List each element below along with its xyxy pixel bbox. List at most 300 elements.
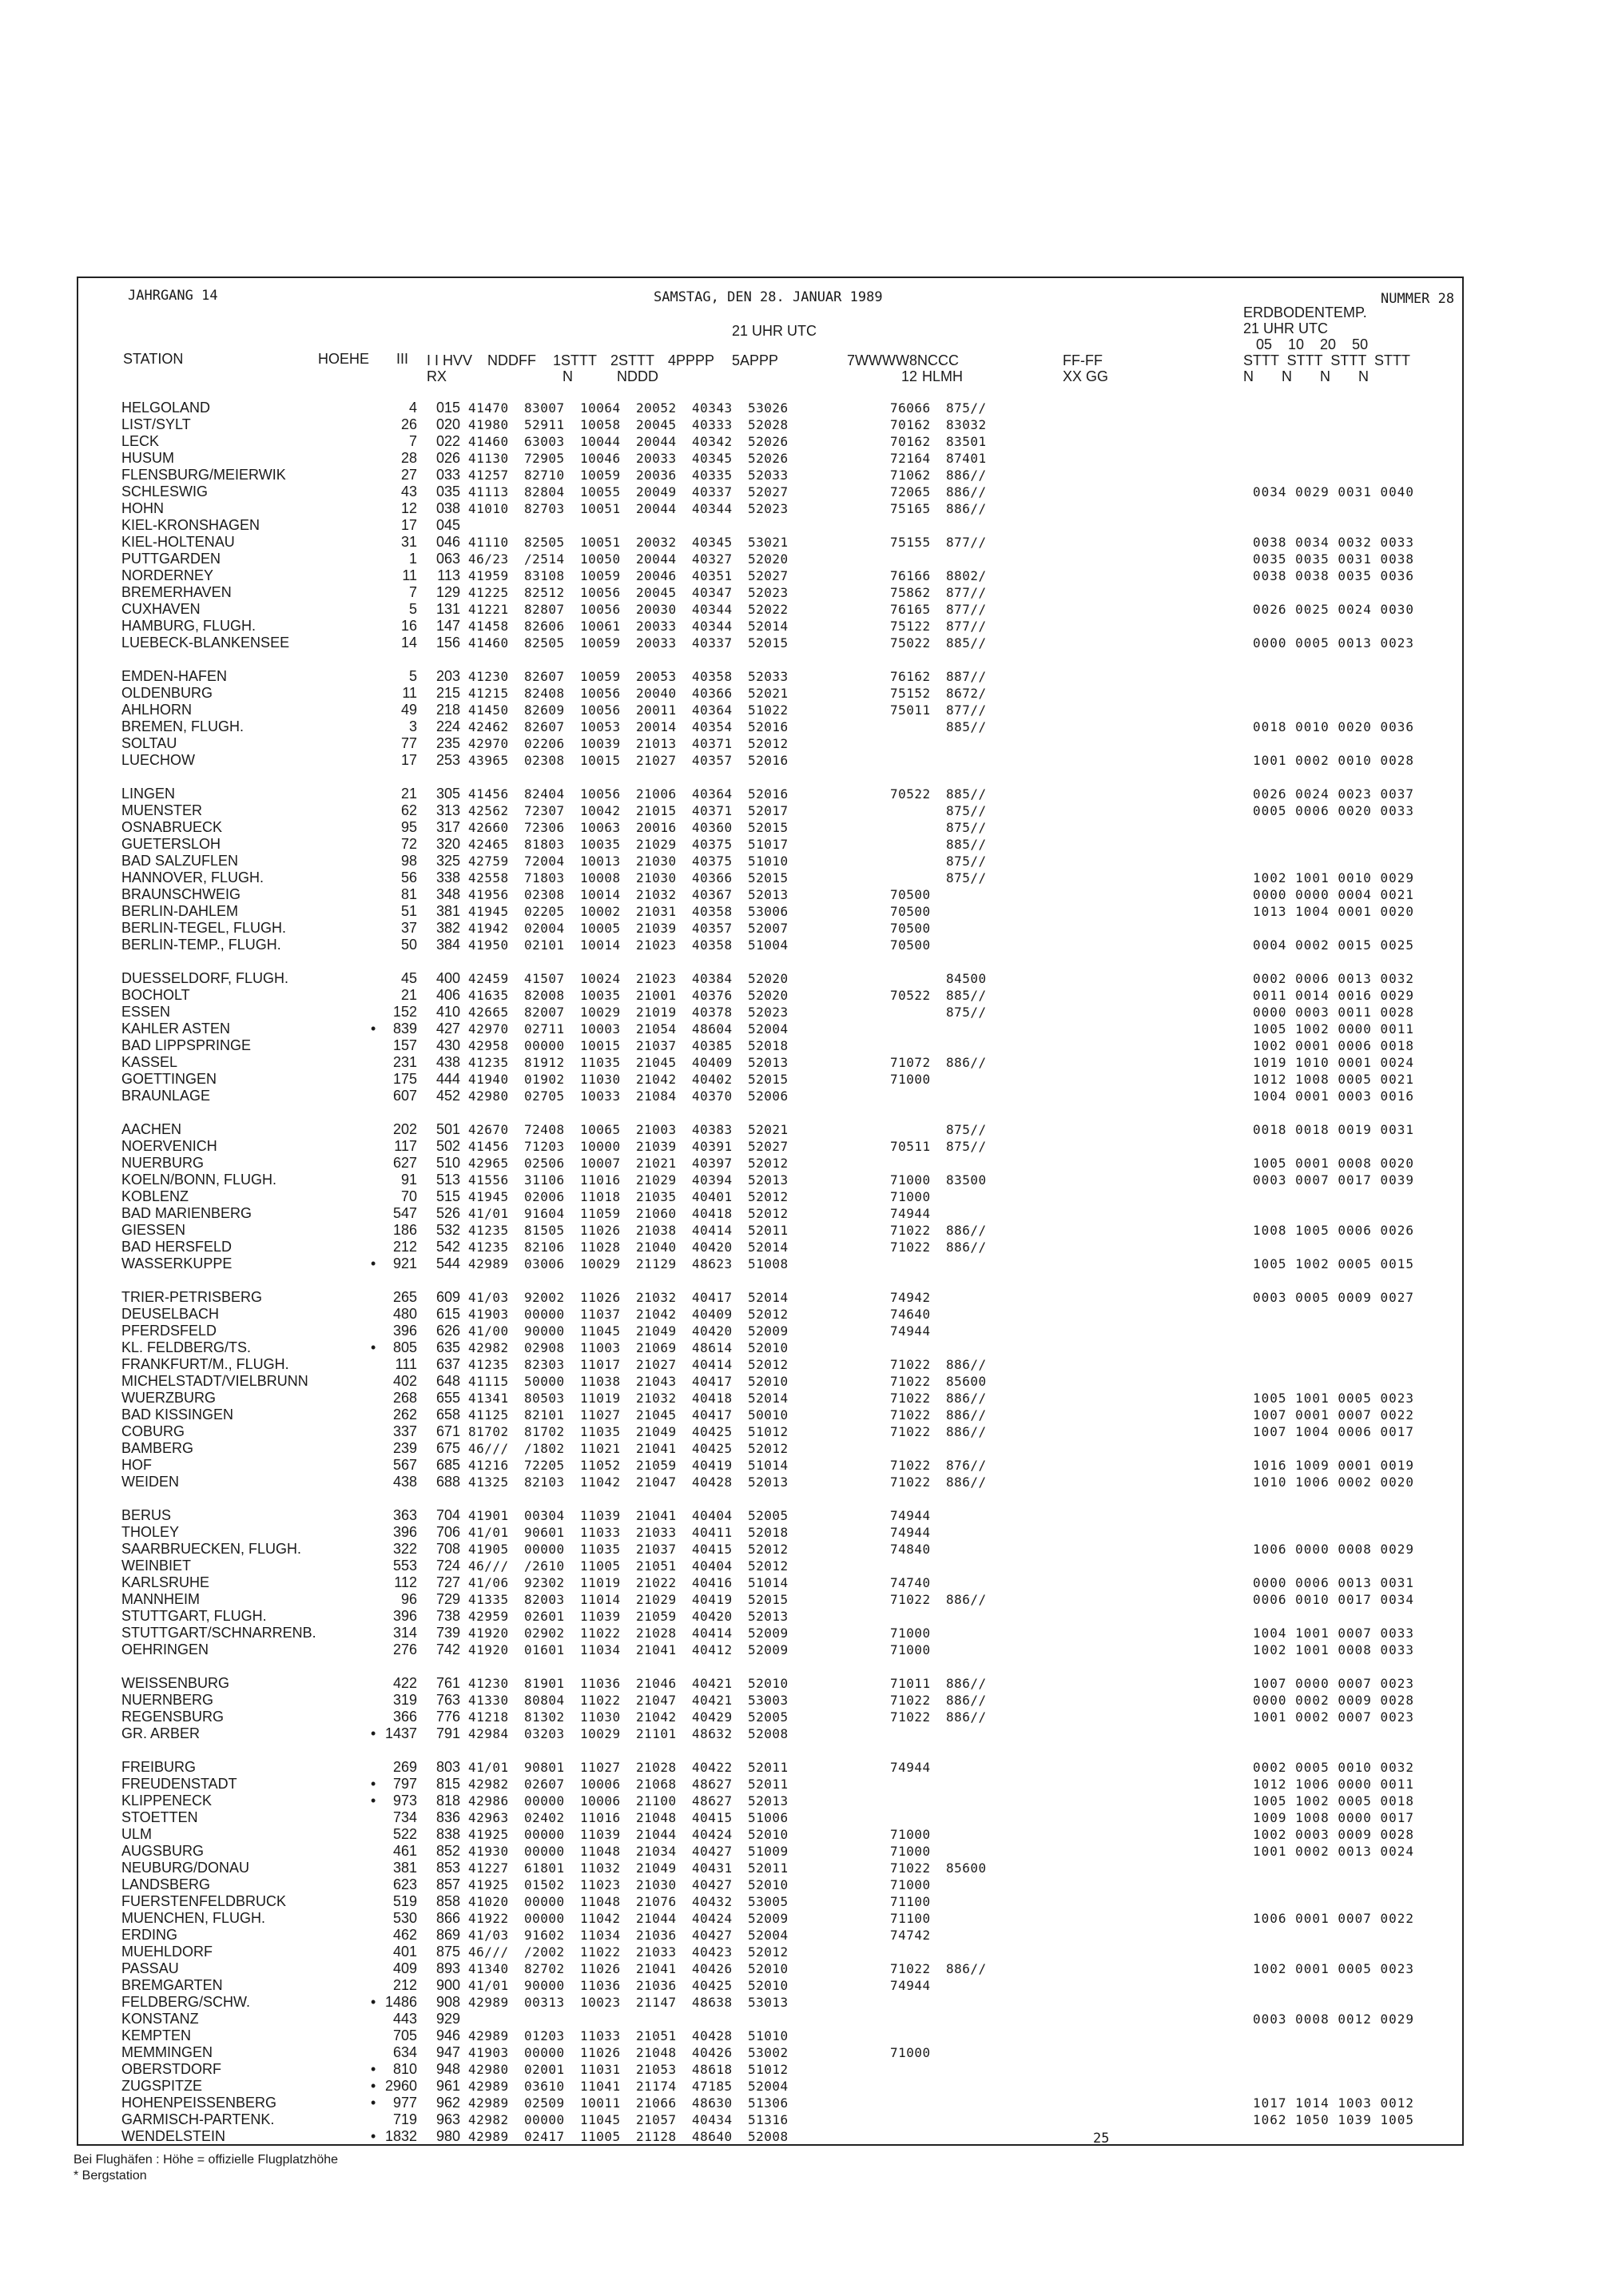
mountain-station-marker: •	[371, 2095, 376, 2111]
group-iihvv: 42462	[468, 719, 509, 734]
group-5appp: 52021	[748, 686, 789, 701]
station-name: MUENSTER	[121, 802, 203, 818]
station-height: 547	[392, 1205, 417, 1221]
group-iihvv: 41905	[468, 1542, 509, 1557]
station-name: KARLSRUHE	[121, 1574, 210, 1590]
table-row	[121, 1977, 1448, 1994]
soil-temperature: 0002 0005 0010 0032	[1253, 1760, 1415, 1775]
group-iihvv: 41125	[468, 1407, 509, 1423]
group-5appp: 52033	[748, 669, 789, 684]
group-1sttt: 10058	[580, 417, 621, 432]
station-height: 50	[400, 937, 417, 953]
mountain-station-marker: •	[371, 2061, 376, 2077]
group-4pppp: 40418	[692, 1206, 733, 1221]
group-8nccc: 886//	[946, 1357, 987, 1372]
station-name: ERDING	[121, 1927, 178, 1943]
col-iihvv-sub: RX	[427, 368, 447, 384]
group-nddff: 82702	[524, 1961, 565, 1976]
group-1sttt: 11048	[580, 1844, 621, 1859]
group-1sttt: 10014	[580, 937, 621, 953]
station-name: GR. ARBER	[121, 1725, 201, 1741]
group-iihvv: 41920	[468, 1642, 509, 1657]
group-2sttt: 21051	[636, 2028, 677, 2043]
station-group	[121, 668, 1448, 769]
group-5appp: 52021	[748, 1122, 789, 1137]
group-iihvv: 41235	[468, 1055, 509, 1070]
group-4pppp: 48632	[692, 1726, 733, 1741]
table-row	[121, 853, 1448, 869]
table-row	[121, 886, 1448, 903]
group-7wwww: 76166	[890, 568, 931, 583]
station-height: 567	[392, 1457, 417, 1473]
station-index: 609	[435, 1289, 460, 1305]
table-row	[121, 601, 1448, 618]
group-nddff: 03203	[524, 1726, 565, 1741]
group-8nccc: 83501	[946, 434, 987, 449]
group-iihvv: 41470	[468, 400, 509, 416]
group-iihvv: 41950	[468, 937, 509, 953]
group-nddff: 82505	[524, 535, 565, 550]
group-nddff: 72306	[524, 820, 565, 835]
group-5appp: 52010	[748, 1827, 789, 1842]
group-1sttt: 10050	[580, 551, 621, 567]
group-4pppp: 40434	[692, 2112, 733, 2127]
group-iihvv: 41980	[468, 417, 509, 432]
group-5appp: 52018	[748, 1525, 789, 1540]
group-2sttt: 20044	[636, 551, 677, 567]
station-index: 655	[435, 1390, 460, 1406]
group-1sttt: 10024	[580, 971, 621, 986]
group-5appp: 52005	[748, 1508, 789, 1523]
group-iihvv: 41920	[468, 1626, 509, 1641]
group-nddff: 02417	[524, 2129, 565, 2144]
group-5appp: 51004	[748, 937, 789, 953]
group-4pppp: 40427	[692, 1877, 733, 1892]
group-nddff: 00000	[524, 2112, 565, 2127]
station-index: 675	[435, 1440, 460, 1456]
group-iihvv: 42982	[468, 1340, 509, 1355]
group-nddff: 81302	[524, 1709, 565, 1725]
station-name: SOLTAU	[121, 735, 177, 751]
group-7wwww: 71022	[890, 1424, 931, 1439]
station-height: 553	[392, 1558, 417, 1574]
group-2sttt: 21029	[636, 1172, 677, 1188]
group-iihvv: 42963	[468, 1810, 509, 1825]
group-8nccc: 875//	[946, 820, 987, 835]
station-name: PASSAU	[121, 1960, 179, 1976]
table-row	[121, 1172, 1448, 1188]
group-7wwww: 75011	[890, 702, 931, 718]
group-nddff: 92002	[524, 1290, 565, 1305]
group-nddff: 82103	[524, 1474, 565, 1490]
station-group	[121, 1507, 1448, 1658]
group-2sttt: 21041	[636, 1961, 677, 1976]
group-nddff: 02607	[524, 1777, 565, 1792]
group-2sttt: 20045	[636, 585, 677, 600]
station-name: BREMERHAVEN	[121, 584, 232, 600]
group-1sttt: 11036	[580, 1676, 621, 1691]
station-index: 022	[435, 433, 460, 449]
station-index: 635	[435, 1339, 460, 1355]
group-nddff: 02506	[524, 1156, 565, 1171]
group-2sttt: 21015	[636, 803, 677, 818]
group-5appp: 52010	[748, 1340, 789, 1355]
group-8nccc: 886//	[946, 1961, 987, 1976]
group-nddff: 41507	[524, 971, 565, 986]
group-nddff: 02308	[524, 887, 565, 902]
station-name: KEMPTEN	[121, 2027, 192, 2043]
group-5appp: 53026	[748, 400, 789, 416]
station-name: BERLIN-TEMP., FLUGH.	[121, 937, 281, 953]
group-nddff: 82804	[524, 484, 565, 499]
group-1sttt: 11021	[580, 1441, 621, 1456]
group-nddff: 02004	[524, 921, 565, 936]
station-index: 626	[435, 1323, 460, 1339]
footnote-airports: Bei Flughäfen : Höhe = offizielle Flugplatzhöhe	[74, 2153, 339, 2167]
group-1sttt: 10056	[580, 786, 621, 802]
group-nddff: 02601	[524, 1609, 565, 1624]
soil-temperature: 1002 0003 0009 0028	[1253, 1827, 1415, 1842]
group-5appp: 52015	[748, 1592, 789, 1607]
table-row	[121, 1054, 1448, 1071]
group-2sttt: 21003	[636, 1122, 677, 1137]
station-height: 157	[392, 1037, 417, 1053]
soil-temperature: 0035 0035 0031 0038	[1253, 551, 1415, 567]
soil-temperature: 1008 1005 0006 0026	[1253, 1223, 1415, 1238]
station-name: MICHELSTADT/VIELBRUNN	[121, 1373, 308, 1389]
station-name: WEISSENBURG	[121, 1675, 230, 1691]
group-2sttt: 21042	[636, 1709, 677, 1725]
station-name: PUTTGARDEN	[121, 551, 221, 567]
group-2sttt: 21027	[636, 753, 677, 768]
group-1sttt: 10039	[580, 736, 621, 751]
table-row	[121, 1188, 1448, 1205]
group-4pppp: 40367	[692, 887, 733, 902]
group-8nccc: 886//	[946, 1407, 987, 1423]
group-2sttt: 21048	[636, 1810, 677, 1825]
group-iihvv: 41257	[468, 468, 509, 483]
group-1sttt: 10046	[580, 451, 621, 466]
group-2sttt: 21039	[636, 921, 677, 936]
station-index: 948	[435, 2061, 460, 2077]
station-index: 637	[435, 1356, 460, 1372]
group-4pppp: 40429	[692, 1709, 733, 1725]
group-2sttt: 21045	[636, 1055, 677, 1070]
group-2sttt: 21068	[636, 1777, 677, 1792]
group-2sttt: 21028	[636, 1760, 677, 1775]
group-5appp: 52016	[748, 753, 789, 768]
group-5appp: 52026	[748, 451, 789, 466]
table-row	[121, 1641, 1448, 1658]
station-height: 530	[392, 1910, 417, 1926]
station-name: FLENSBURG/MEIERWIK	[121, 467, 286, 483]
group-5appp: 53002	[748, 2045, 789, 2060]
group-iihvv: 42980	[468, 1088, 509, 1104]
group-iihvv: 42660	[468, 820, 509, 835]
group-8nccc: 85600	[946, 1374, 987, 1389]
station-group	[121, 1675, 1448, 1742]
group-5appp: 52012	[748, 1441, 789, 1456]
group-2sttt: 21053	[636, 2062, 677, 2077]
mountain-station-marker: •	[371, 1725, 376, 1741]
station-height: 381	[392, 1860, 417, 1876]
group-4pppp: 40417	[692, 1290, 733, 1305]
station-height: 921	[392, 1255, 417, 1271]
group-1sttt: 10051	[580, 501, 621, 516]
group-2sttt: 20036	[636, 468, 677, 483]
group-7wwww: 70522	[890, 988, 931, 1003]
group-4pppp: 40370	[692, 1088, 733, 1104]
group-nddff: 02206	[524, 736, 565, 751]
group-5appp: 52011	[748, 1760, 789, 1775]
group-1sttt: 10029	[580, 1256, 621, 1271]
station-height: 810	[392, 2061, 417, 2077]
group-nddff: 81505	[524, 1223, 565, 1238]
group-nddff: 90000	[524, 1323, 565, 1339]
table-row	[121, 1759, 1448, 1776]
soil-temperature: 0034 0029 0031 0040	[1253, 484, 1415, 499]
group-iihvv: 42970	[468, 1021, 509, 1037]
group-5appp: 52020	[748, 988, 789, 1003]
group-iihvv: 41903	[468, 1307, 509, 1322]
group-4pppp: 48638	[692, 1995, 733, 2010]
group-7wwww: 72065	[890, 484, 931, 499]
group-iihvv: 42459	[468, 971, 509, 986]
group-nddff: 02509	[524, 2095, 565, 2111]
station-name: ULM	[121, 1826, 153, 1842]
station-index: 427	[435, 1021, 460, 1037]
station-name: HELGOLAND	[121, 400, 211, 416]
station-index: 900	[435, 1977, 460, 1993]
group-4pppp: 40422	[692, 1760, 733, 1775]
group-4pppp: 40337	[692, 635, 733, 651]
group-2sttt: 21049	[636, 1860, 677, 1876]
group-5appp: 52010	[748, 1676, 789, 1691]
group-5appp: 52017	[748, 803, 789, 818]
station-name: KAHLER ASTEN	[121, 1021, 231, 1037]
group-2sttt: 20030	[636, 602, 677, 617]
group-7wwww: 76066	[890, 400, 931, 416]
group-4pppp: 40366	[692, 686, 733, 701]
soil-temperature: 1001 0002 0010 0028	[1253, 753, 1415, 768]
soil-temperature: 1006 0001 0007 0022	[1253, 1911, 1415, 1926]
soil-temp-time: 21 UHR UTC	[1243, 320, 1329, 336]
group-nddff: 82609	[524, 702, 565, 718]
group-4pppp: 40418	[692, 1391, 733, 1406]
group-nddff: 02908	[524, 1340, 565, 1355]
group-iihvv: 41456	[468, 786, 509, 802]
table-row	[121, 1524, 1448, 1541]
group-2sttt: 21042	[636, 1072, 677, 1087]
group-4pppp: 40411	[692, 1525, 733, 1540]
table-row	[121, 584, 1448, 601]
group-4pppp: 47185	[692, 2079, 733, 2094]
station-height: 2960	[384, 2078, 417, 2094]
soil-temperature: 1001 0002 0007 0023	[1253, 1709, 1415, 1725]
group-5appp: 52011	[748, 1860, 789, 1876]
station-index: 510	[435, 1155, 460, 1171]
group-1sttt: 11038	[580, 1374, 621, 1389]
group-5appp: 52012	[748, 1189, 789, 1204]
table-row	[121, 1255, 1448, 1272]
group-nddff: 83108	[524, 568, 565, 583]
station-index: 742	[435, 1641, 460, 1657]
group-2sttt: 21021	[636, 1156, 677, 1171]
station-index: 384	[435, 937, 460, 953]
group-4pppp: 40402	[692, 1072, 733, 1087]
group-4pppp: 40409	[692, 1307, 733, 1322]
station-name: BRAUNSCHWEIG	[121, 886, 241, 902]
group-1sttt: 11032	[580, 1860, 621, 1876]
station-height: 26	[400, 416, 417, 432]
group-1sttt: 11028	[580, 1240, 621, 1255]
group-5appp: 52011	[748, 1777, 789, 1792]
table-row	[121, 1960, 1448, 1977]
group-nddff: 02101	[524, 937, 565, 953]
group-2sttt: 21022	[636, 1575, 677, 1590]
station-height: 719	[392, 2111, 417, 2127]
group-1sttt: 11031	[580, 2062, 621, 2077]
station-height: 607	[392, 1088, 417, 1104]
group-8nccc: 85600	[946, 1860, 987, 1876]
station-group	[121, 1289, 1448, 1490]
group-8nccc: 875//	[946, 400, 987, 416]
col-5appp: 5APPP	[732, 352, 779, 368]
group-4pppp: 40423	[692, 1944, 733, 1960]
group-4pppp: 40432	[692, 1894, 733, 1909]
table-row	[121, 685, 1448, 702]
station-name: MEMMINGEN	[121, 2044, 213, 2060]
group-nddff: 03610	[524, 2079, 565, 2094]
soil-temperature: 1012 1008 0005 0021	[1253, 1072, 1415, 1087]
table-row	[121, 1440, 1448, 1457]
group-5appp: 52008	[748, 2129, 789, 2144]
group-7wwww: 74944	[890, 1760, 931, 1775]
group-iihvv: 41235	[468, 1357, 509, 1372]
station-height: 734	[392, 1809, 417, 1825]
group-iihvv: 46///	[468, 1558, 509, 1574]
group-2sttt: 21023	[636, 971, 677, 986]
station-group	[121, 1121, 1448, 1272]
group-5appp: 51017	[748, 837, 789, 852]
table-row	[121, 1323, 1448, 1339]
group-2sttt: 21076	[636, 1894, 677, 1909]
station-height: 839	[392, 1021, 417, 1037]
table-row	[121, 433, 1448, 450]
group-nddff: 02308	[524, 753, 565, 768]
soil-temperature: 1002 1001 0008 0033	[1253, 1642, 1415, 1657]
group-2sttt: 21101	[636, 1726, 677, 1741]
soil-temperature: 1016 1009 0001 0019	[1253, 1458, 1415, 1473]
station-height: 401	[392, 1944, 417, 1960]
group-5appp: 52015	[748, 870, 789, 885]
group-2sttt: 21037	[636, 1038, 677, 1053]
group-1sttt: 10064	[580, 400, 621, 416]
soil-temperature: 0002 0006 0013 0032	[1253, 971, 1415, 986]
group-1sttt: 11036	[580, 1978, 621, 1993]
station-index: 908	[435, 1994, 460, 2010]
group-7wwww: 70500	[890, 921, 931, 936]
station-index: 776	[435, 1709, 460, 1725]
group-nddff: 91604	[524, 1206, 565, 1221]
group-2sttt: 21034	[636, 1844, 677, 1859]
group-1sttt: 10059	[580, 669, 621, 684]
group-8nccc: 886//	[946, 1240, 987, 1255]
group-2sttt: 21045	[636, 1407, 677, 1423]
station-index: 980	[435, 2128, 460, 2144]
station-index: 129	[435, 584, 460, 600]
group-2sttt: 21032	[636, 887, 677, 902]
station-name: LINGEN	[121, 786, 176, 802]
group-7wwww: 71000	[890, 1827, 931, 1842]
station-height: 49	[400, 702, 417, 718]
soil-temperature: 0004 0002 0015 0025	[1253, 937, 1415, 953]
group-1sttt: 11027	[580, 1760, 621, 1775]
table-row	[121, 1574, 1448, 1591]
station-height: 337	[392, 1423, 417, 1439]
table-row	[121, 1088, 1448, 1104]
station-index: 235	[435, 735, 460, 751]
group-8nccc: 886//	[946, 1592, 987, 1607]
group-1sttt: 11027	[580, 1407, 621, 1423]
table-row	[121, 618, 1448, 635]
group-4pppp: 40417	[692, 1374, 733, 1389]
group-2sttt: 21128	[636, 2129, 677, 2144]
group-2sttt: 21023	[636, 937, 677, 953]
soil-temperature: 0038 0038 0035 0036	[1253, 568, 1415, 583]
station-index: 815	[435, 1776, 460, 1792]
group-7wwww: 71022	[890, 1240, 931, 1255]
table-row	[121, 2078, 1448, 2095]
table-row	[121, 1709, 1448, 1725]
station-index: 410	[435, 1004, 460, 1020]
soil-temperature: 0018 0018 0019 0031	[1253, 1122, 1415, 1137]
table-row	[121, 1037, 1448, 1054]
mountain-station-marker: •	[371, 1793, 376, 1809]
group-7wwww: 71022	[890, 1961, 931, 1976]
table-row	[121, 534, 1448, 551]
station-height: 363	[392, 1507, 417, 1523]
group-nddff: 82101	[524, 1407, 565, 1423]
group-2sttt: 20033	[636, 635, 677, 651]
group-4pppp: 40358	[692, 669, 733, 684]
soil-temperature: 1005 1002 0000 0011	[1253, 1021, 1415, 1037]
group-1sttt: 11026	[580, 1290, 621, 1305]
group-nddff: 82003	[524, 1592, 565, 1607]
group-7wwww: 71000	[890, 1626, 931, 1641]
soil-temperature: 0000 0005 0013 0023	[1253, 635, 1415, 651]
station-name: LUEBECK-BLANKENSEE	[121, 635, 290, 651]
station-name: TRIER-PETRISBERG	[121, 1289, 263, 1305]
group-2sttt: 21041	[636, 1441, 677, 1456]
soil-temp-stt: STTT STTT STTT STTT	[1243, 352, 1410, 368]
group-1sttt: 11030	[580, 1709, 621, 1725]
station-name: GOETTINGEN	[121, 1071, 217, 1087]
station-index: 046	[435, 534, 460, 550]
station-name: BERUS	[121, 1507, 172, 1523]
soil-temperature: 1062 1050 1039 1005	[1253, 2112, 1415, 2127]
station-name: GIESSEN	[121, 1222, 186, 1238]
table-row	[121, 735, 1448, 752]
station-height: 152	[392, 1004, 417, 1020]
group-1sttt: 11059	[580, 1206, 621, 1221]
station-name: BAD SALZUFLEN	[121, 853, 239, 869]
station-height: 5	[408, 601, 417, 617]
group-5appp: 52014	[748, 1240, 789, 1255]
group-7wwww: 71022	[890, 1223, 931, 1238]
group-nddff: 03006	[524, 1256, 565, 1271]
group-4pppp: 40357	[692, 753, 733, 768]
